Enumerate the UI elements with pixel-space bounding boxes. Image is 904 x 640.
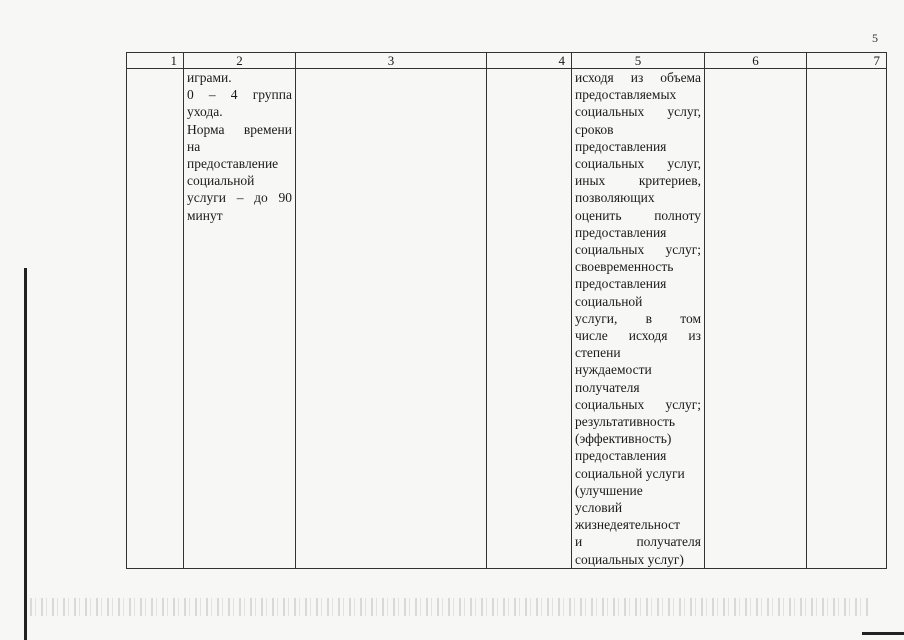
text-line: нуждаемости	[575, 362, 652, 378]
text-line: предоставления	[575, 224, 667, 240]
text-line: своевременность	[575, 259, 674, 275]
text-line: числе исходя из	[575, 328, 701, 344]
col-header-5: 5	[572, 53, 705, 69]
col-header-6: 6	[705, 53, 807, 69]
cell-col-7	[807, 69, 887, 569]
text-line: жизнедеятельност	[575, 517, 680, 533]
text-line: позволяющих	[575, 190, 655, 206]
text-line: результативность	[575, 414, 676, 430]
text-line: предоставляемых	[575, 87, 677, 103]
cell-col-3	[296, 69, 487, 569]
text-line: услуги, в том	[575, 310, 701, 326]
text-line: играми.	[187, 70, 232, 85]
cell-col-5	[572, 69, 705, 569]
text-line: предоставления	[575, 138, 667, 154]
text-line: социальной	[187, 173, 255, 189]
text-line: предоставления	[575, 276, 667, 292]
table-header-row	[127, 53, 887, 69]
cell-col-2	[184, 69, 296, 569]
col-header-2: 2	[184, 53, 296, 69]
cell-col-4	[487, 69, 572, 569]
text-line: условий	[575, 500, 623, 516]
text-line: (улучшение	[575, 482, 643, 498]
col-header-1: 1	[127, 53, 184, 69]
text-line: 0 – 4 группа	[187, 87, 292, 103]
text-line: оценить полноту	[575, 207, 701, 223]
text-line: социальных услуг;	[575, 242, 701, 258]
text-line: иных критериев,	[575, 173, 701, 189]
col-header-3: 3	[296, 53, 487, 69]
text-line: социальной услуги	[575, 465, 685, 481]
cell-col-6	[705, 69, 807, 569]
text-line: Норма времени	[187, 121, 292, 137]
col-header-7: 7	[807, 53, 887, 69]
text-line: степени	[575, 345, 621, 361]
scan-edge-mark	[24, 268, 27, 640]
text-line: сроков	[575, 121, 614, 137]
quality-criteria	[575, 69, 701, 568]
table-row	[127, 69, 887, 569]
text-line: получателя	[575, 379, 640, 395]
text-line: и получателя	[575, 534, 701, 550]
text-line: социальных услуг;	[575, 396, 701, 412]
services-table	[126, 52, 887, 569]
text-line: минут	[187, 207, 223, 223]
col-header-4: 4	[487, 53, 572, 69]
page-number: 5	[872, 31, 878, 45]
norm-description	[187, 69, 292, 224]
text-line: ухода.	[187, 104, 223, 120]
text-line: на	[187, 138, 201, 154]
text-line: социальных услуг,	[575, 104, 701, 120]
text-line: социальной	[575, 293, 643, 309]
text-line: социальных услуг,	[575, 156, 701, 172]
scan-corner-mark	[862, 632, 904, 635]
scan-noise	[30, 598, 870, 616]
text-line: исходя из объема	[575, 70, 701, 85]
text-line: (эффективность)	[575, 431, 672, 447]
text-line: социальных услуг)	[575, 551, 684, 567]
text-line: предоставление	[187, 156, 279, 172]
cell-col-1	[127, 69, 184, 569]
text-line: услуги – до 90	[187, 190, 292, 206]
text-line: предоставления	[575, 448, 667, 464]
